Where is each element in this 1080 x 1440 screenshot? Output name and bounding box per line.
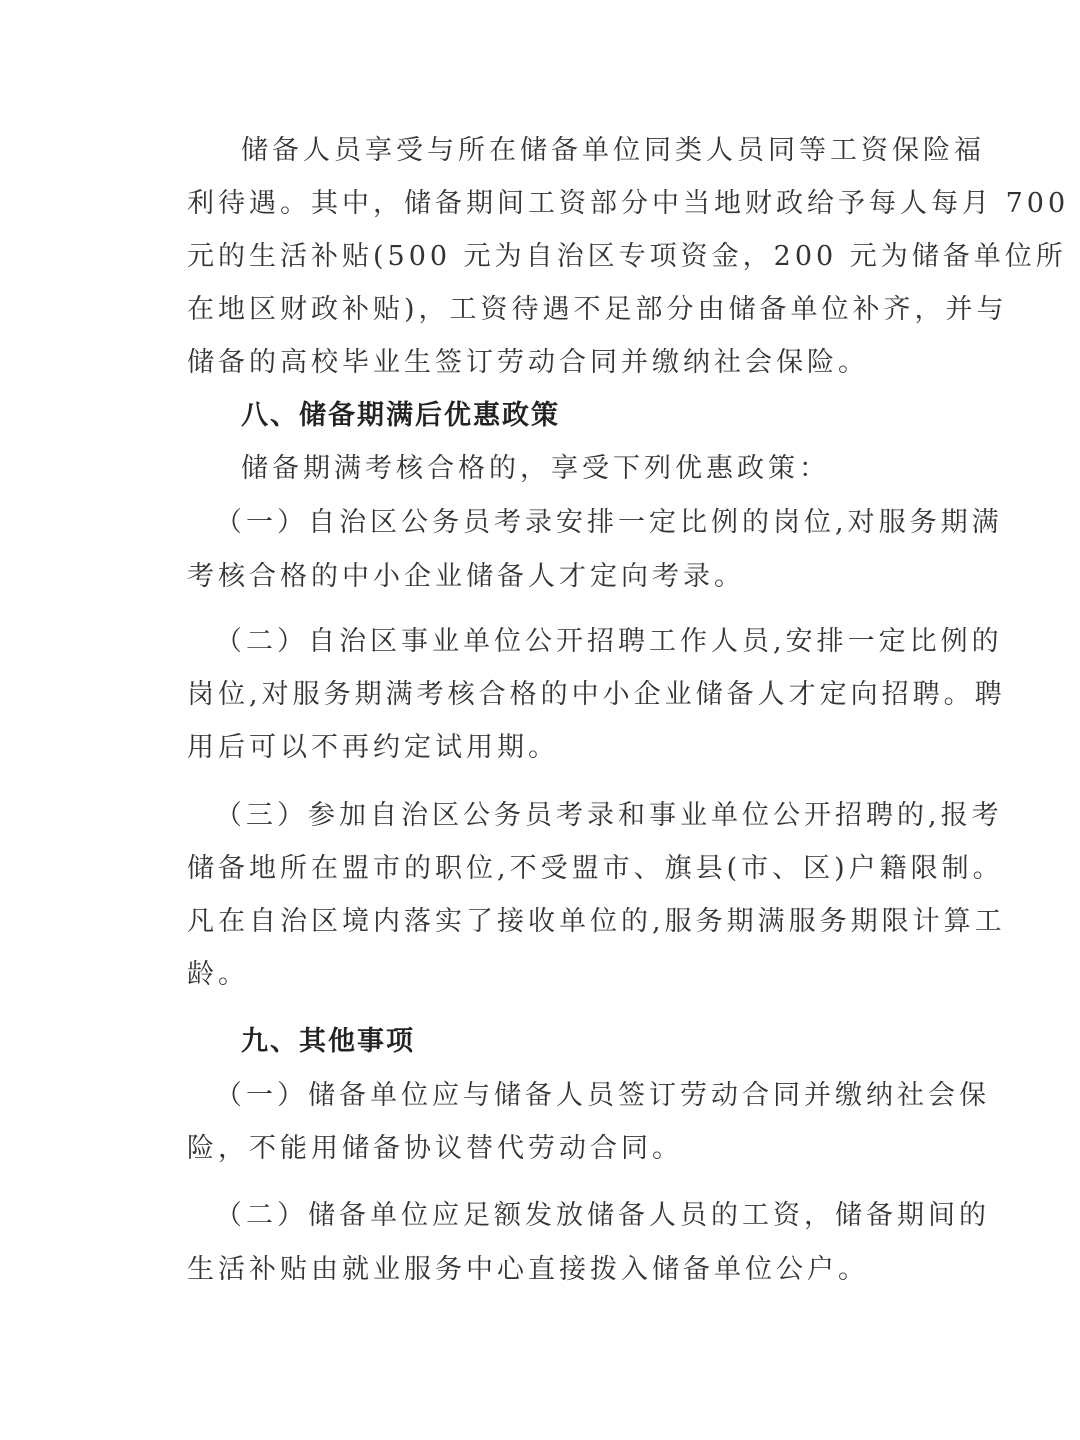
- paragraph-line: 储备地所在盟市的职位,不受盟市、旗县(市、区)户籍限制。: [187, 853, 1004, 884]
- paragraph-line: 储备人员享受与所在储备单位同类人员同等工资保险福: [241, 135, 985, 166]
- paragraph-line: （二）储备单位应足额发放储备人员的工资，储备期间的: [215, 1200, 990, 1231]
- paragraph-line: 生活补贴由就业服务中心直接拨入储备单位公户。: [187, 1254, 869, 1285]
- paragraph-line: （一）储备单位应与储备人员签订劳动合同并缴纳社会保: [215, 1080, 990, 1111]
- paragraph-line: 用后可以不再约定试用期。: [187, 732, 559, 763]
- paragraph-line: 岗位,对服务期满考核合格的中小企业储备人才定向招聘。聘: [187, 679, 1006, 710]
- paragraph-line: 元的生活补贴(500 元为自治区专项资金，200 元为储备单位所: [187, 241, 1067, 272]
- paragraph-line: 考核合格的中小企业储备人才定向考录。: [187, 561, 745, 592]
- paragraph-line: （三）参加自治区公务员考录和事业单位公开招聘的,报考: [215, 800, 1003, 831]
- section-heading: 九、其他事项: [241, 1026, 415, 1057]
- paragraph-line: 在地区财政补贴)，工资待遇不足部分由储备单位补齐，并与: [187, 294, 1008, 325]
- section-heading: 八、储备期满后优惠政策: [241, 400, 560, 431]
- paragraph-line: 利待遇。其中，储备期间工资部分中当地财政给予每人每月 700: [187, 188, 1070, 219]
- paragraph-line: 险，不能用储备协议替代劳动合同。: [187, 1133, 683, 1164]
- paragraph-line: （一）自治区公务员考录安排一定比例的岗位,对服务期满: [215, 507, 1003, 538]
- paragraph-line: 凡在自治区境内落实了接收单位的,服务期满服务期限计算工: [187, 906, 1006, 937]
- paragraph-line: （二）自治区事业单位公开招聘工作人员,安排一定比例的: [215, 626, 1003, 657]
- paragraph-line: 储备期满考核合格的，享受下列优惠政策：: [241, 453, 830, 484]
- paragraph-line: 储备的高校毕业生签订劳动合同并缴纳社会保险。: [187, 347, 869, 378]
- paragraph-line: 龄。: [187, 959, 249, 990]
